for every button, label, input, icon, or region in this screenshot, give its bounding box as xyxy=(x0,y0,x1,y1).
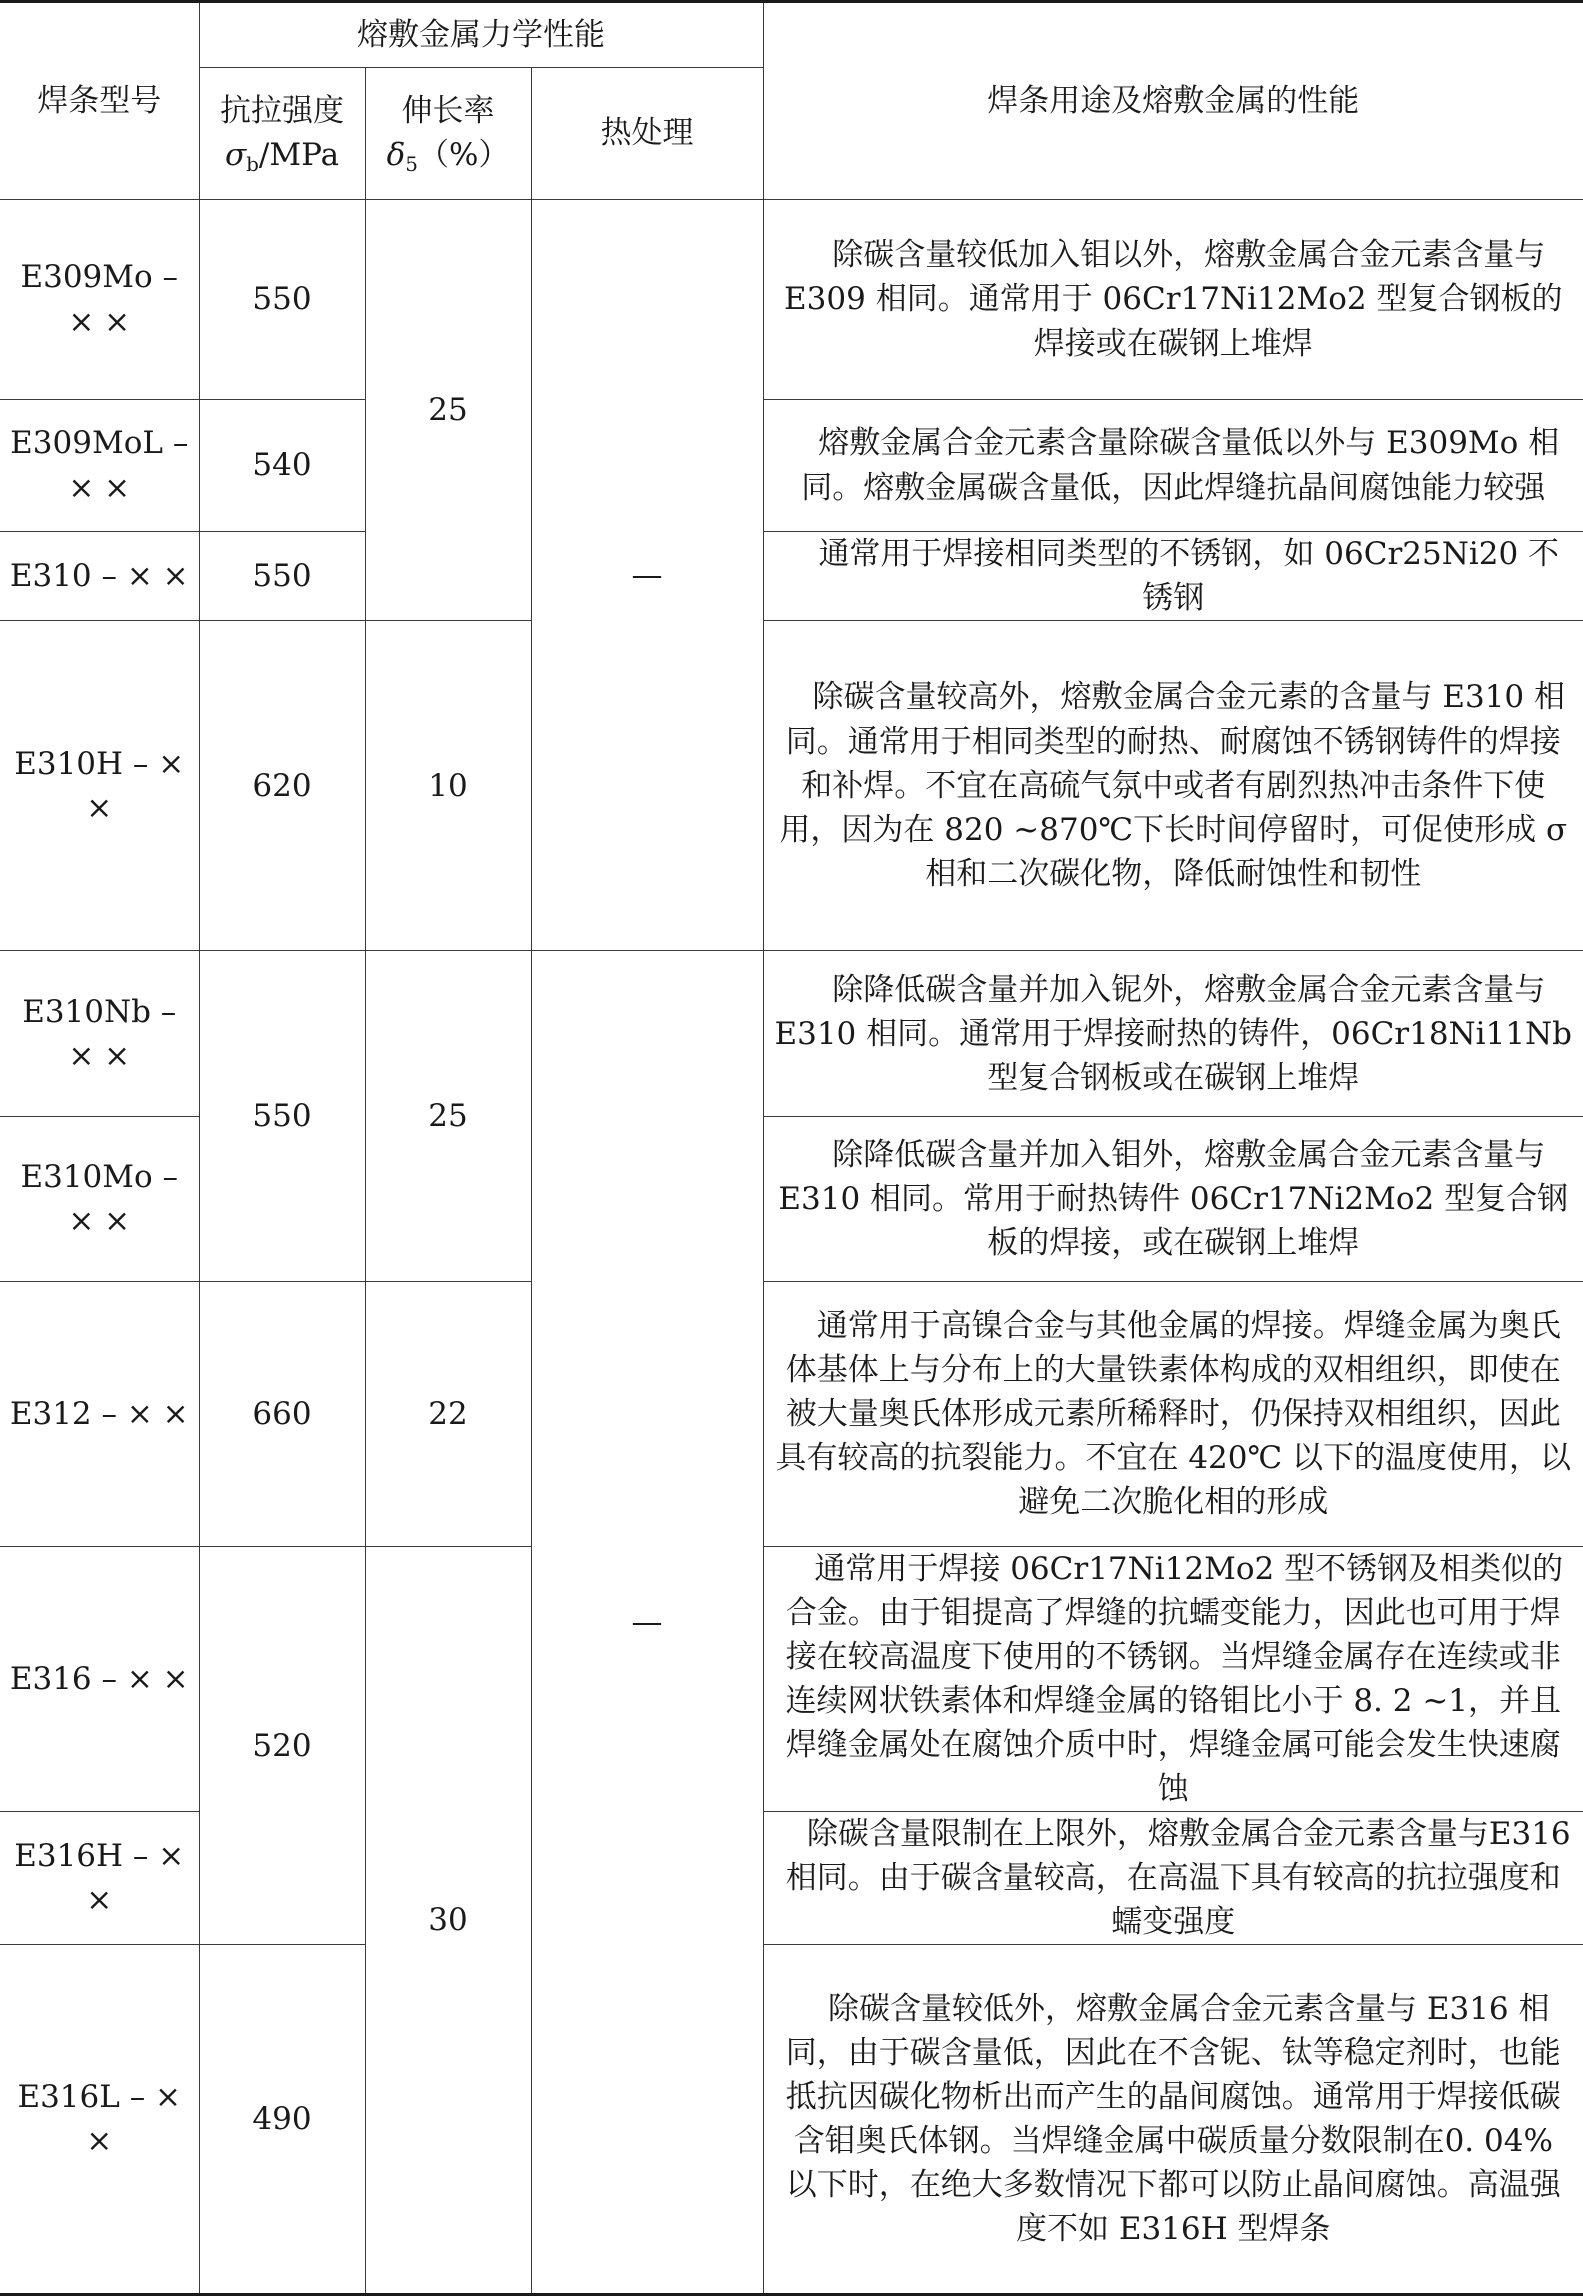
delta-symbol: δ xyxy=(386,136,406,173)
header-elongation-label: 伸长率 xyxy=(401,92,495,129)
model-cell: E316L – × × xyxy=(0,1945,199,2295)
usage-text: 通常用于焊接 06Cr17Ni12Mo2 型不锈钢及相类似的合金。由于钼提高了焊缝的抗蠕变能力，因此也可用于焊接在较高温度下使用的不锈钢。当焊缝金属存在连续或非连续网状铁素体和焊缝金属的铬钼比小于 8. 2 ~1，并且焊缝金属处在腐蚀介质中时，焊缝金属可能会发生快速腐蚀 xyxy=(785,1551,1564,1808)
usage-text: 通常用于焊接相同类型的不锈钢，如 06Cr25Ni20 不锈钢 xyxy=(818,536,1560,617)
model-cell: E310H – × × xyxy=(0,621,199,951)
model-cell xyxy=(0,951,199,1117)
table-row xyxy=(0,200,1583,400)
usage-cell xyxy=(763,1117,1583,1282)
model-cell: E312 – × × xyxy=(0,1282,199,1547)
tensile-cell: 550 xyxy=(199,532,365,621)
model-cell xyxy=(0,200,199,400)
model-cell xyxy=(0,400,199,532)
usage-text: 除降低碳含量并加入钼外，熔敷金属合金元素含量与E310 相同。常用于耐热铸件 06Cr17Ni2Mo2 型复合钢板的焊接，或在碳钢上堆焊 xyxy=(778,1137,1569,1262)
tensile-cell: 550 xyxy=(199,200,365,400)
tensile-cell: 490 xyxy=(199,1945,365,2295)
model-line: × × xyxy=(68,469,131,506)
usage-cell xyxy=(763,1282,1583,1547)
usage-cell xyxy=(763,951,1583,1117)
usage-cell xyxy=(763,621,1583,951)
tensile-cell: 660 xyxy=(199,1282,365,1547)
elongation-unit: （%） xyxy=(417,136,510,173)
table-row xyxy=(0,400,1583,532)
heat-treatment-cell: — xyxy=(531,200,763,951)
model-line: E310Nb – xyxy=(22,993,177,1030)
model-line: × × xyxy=(68,303,131,340)
table-row xyxy=(0,951,1583,1117)
tensile-cell: 520 xyxy=(199,1547,365,1945)
usage-cell xyxy=(763,200,1583,400)
table-row xyxy=(0,1945,1583,2295)
usage-text: 熔敷金属合金元素含量除碳含量低以外与 E309Mo 相同。熔敷金属碳含量低，因此焊缝抗晶间腐蚀能力较强 xyxy=(801,425,1560,506)
model-line: E310Mo – xyxy=(20,1159,179,1196)
tensile-cell: 620 xyxy=(199,621,365,951)
delta-subscript: 5 xyxy=(405,151,418,176)
tensile-cell: 540 xyxy=(199,400,365,532)
usage-text: 除降低碳含量并加入铌外，熔敷金属合金元素含量与E310 相同。通常用于焊接耐热的铸件，06Cr18Ni11Nb 型复合钢板或在碳钢上堆焊 xyxy=(774,971,1573,1096)
elongation-cell: 22 xyxy=(365,1282,531,1547)
heat-treatment-cell: — xyxy=(531,951,763,2295)
table-row xyxy=(0,1547,1583,1812)
usage-text: 通常用于高镍合金与其他金属的焊接。焊缝金属为奥氏体基体上与分布上的大量铁素体构成的双相组织，即使在被大量奥氏体形成元素所稀释时，仍保持双相组织，因此具有较高的抗裂能力。不宜在 420℃ 以下的温度使用，以避免二次脆化相的形成 xyxy=(775,1307,1572,1521)
table-row xyxy=(0,1282,1583,1547)
usage-cell xyxy=(763,400,1583,532)
header-tensile-label: 抗拉强度 xyxy=(220,92,344,129)
header-mech-group: 熔敷金属力学性能 xyxy=(199,2,763,68)
elongation-cell: 10 xyxy=(365,621,531,951)
usage-cell xyxy=(763,1812,1583,1945)
elongation-cell: 25 xyxy=(365,200,531,621)
usage-text: 除碳含量较低加入钼以外，熔敷金属合金元素含量与E309 相同。通常用于 06Cr17Ni12Mo2 型复合钢板的焊接或在碳钢上堆焊 xyxy=(784,237,1563,362)
sigma-subscript: b xyxy=(246,151,259,176)
header-elongation-unit-line xyxy=(366,133,531,178)
header-elongation xyxy=(365,68,531,200)
sigma-symbol: σ xyxy=(224,136,247,173)
header-tensile xyxy=(199,68,365,200)
model-line: E309Mo – xyxy=(20,259,179,296)
model-cell xyxy=(0,1117,199,1282)
model-cell: E316 – × × xyxy=(0,1547,199,1812)
usage-text: 除碳含量限制在上限外，熔敷金属合金元素含量与E316 相同。由于碳含量较高，在高温下具有较高的抗拉强度和蠕变强度 xyxy=(785,1816,1571,1941)
elongation-cell: 30 xyxy=(365,1547,531,2295)
usage-text: 除碳含量较低外，熔敷金属合金元素含量与 E316 相同，由于碳含量低，因此在不含铌、钛等稳定剂时，也能抵抗因碳化物析出而产生的晶间腐蚀。通常用于焊接低碳含钼奥氏体钢。当焊缝金属中碳质量分数限制在0. 04% 以下时，在绝大多数情况下都可以防止晶间腐蚀。高温强度不如 E316H 型焊条 xyxy=(785,1991,1561,2248)
model-line: × × xyxy=(68,1203,131,1240)
model-line: × × xyxy=(68,1037,131,1074)
header-tensile-unit-line xyxy=(200,133,365,178)
model-cell: E310 – × × xyxy=(0,532,199,621)
header-model: 焊条型号 xyxy=(0,2,199,200)
tensile-cell: 550 xyxy=(199,951,365,1282)
tensile-unit: /MPa xyxy=(258,136,340,173)
usage-cell xyxy=(763,1945,1583,2295)
table-row xyxy=(0,621,1583,951)
model-cell: E316H – × × xyxy=(0,1812,199,1945)
header-heat-treatment: 热处理 xyxy=(531,68,763,200)
usage-text: 除碳含量较高外，熔敷金属合金元素的含量与 E310 相同。通常用于相同类型的耐热、耐腐蚀不锈钢铸件的焊接和补焊。不宜在高硫气氛中或者有剧烈热冲击条件下使用，因为在 820 ~870℃下长时间停留时，可促使形成 σ 相和二次碳化物，降低耐蚀性和韧性 xyxy=(779,679,1568,892)
elongation-cell: 25 xyxy=(365,951,531,1282)
model-line: E309MoL – xyxy=(10,425,189,462)
usage-cell xyxy=(763,1547,1583,1812)
header-usage: 焊条用途及熔敷金属的性能 xyxy=(763,2,1583,200)
usage-cell xyxy=(763,532,1583,621)
table-row xyxy=(0,532,1583,621)
